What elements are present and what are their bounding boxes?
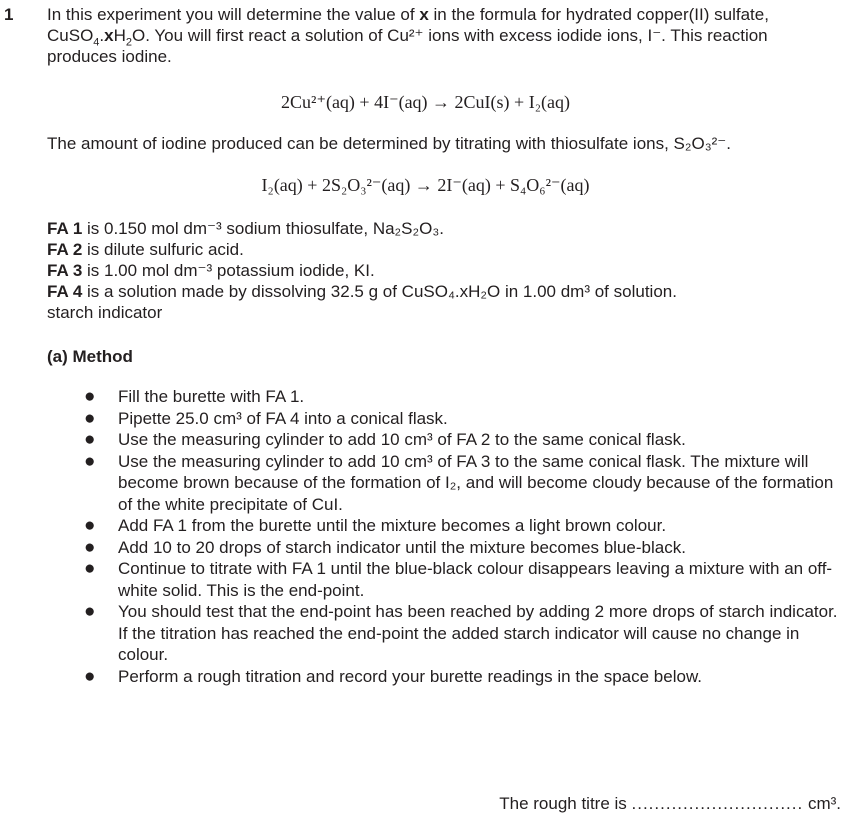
section-heading: (a) Method xyxy=(47,347,133,366)
intro-x: x xyxy=(419,5,429,24)
method-step: ● Use the measuring cylinder to add 10 cm³ of FA 2 to the same conical flask. xyxy=(84,429,686,450)
bullet-icon: ● xyxy=(84,536,96,558)
thiosulfate-paragraph: The amount of iodine produced can be determined by titrating with thiosulfate ions, S₂O₃²⁻. xyxy=(47,134,731,153)
bullet-icon: ● xyxy=(84,665,96,687)
method-step: ● Continue to titrate with FA 1 until the blue-black colour disappears leaving a mixture with an off-white solid. This is the end-point. xyxy=(84,558,833,600)
intro-text-2: in the formula for hydrated copper(II) sulfate, xyxy=(428,5,769,24)
bullet-icon: ● xyxy=(84,601,96,622)
bullet-icon: ● xyxy=(84,515,96,536)
rough-titre-answer-line xyxy=(499,793,841,814)
method-step: ● Add FA 1 from the burette until the mixture becomes a light brown colour. xyxy=(84,515,667,536)
bullet-icon: ● xyxy=(84,386,96,407)
method-step: ● You should test that the end-point has been reached by adding 2 more drops of starch indicator. If the titration has reached the end-point the added starch indicator will cause no change in colour. xyxy=(84,601,838,664)
method-step: ● Use the measuring cylinder to add 10 cm³ of FA 3 to the same conical flask. The mixture will become brown because of the formation of I₂, and will become cloudy because of the formation of the white precipitate of CuI. xyxy=(84,450,834,514)
bullet-icon: ● xyxy=(84,558,96,579)
method-step: ● Pipette 25.0 cm³ of FA 4 into a conical flask. xyxy=(84,407,448,429)
equation-1: 2Cu²⁺(aq) + 4I⁻(aq) → 2CuI(s) + I₂(aq) xyxy=(281,92,570,112)
reagent-fa2: FA 2 is dilute sulfuric acid. xyxy=(47,240,244,259)
reagent-fa4: FA 4 is a solution made by dissolving 32.5 g of CuSO₄.xH₂O in 1.00 dm³ of solution. xyxy=(47,282,677,301)
bullet-icon: ● xyxy=(84,407,96,429)
method-list xyxy=(84,386,844,687)
intro-text-1: In this experiment you will determine the value of xyxy=(47,5,420,24)
intro-formula: $CuSO_4.xH_2O$ xyxy=(47,26,146,49)
answer-unit: cm³. xyxy=(803,794,841,813)
equation-2: I₂(aq) + 2S₂O₃²⁻(aq) → 2I⁻(aq) + S₄O₆²⁻(aq) xyxy=(261,175,590,195)
reagent-starch: starch indicator xyxy=(47,303,163,322)
bullet-icon: ● xyxy=(84,429,96,450)
answer-blank[interactable]: .............................. xyxy=(631,794,804,813)
answer-label: The rough titre is xyxy=(499,794,632,813)
intro-paragraph xyxy=(47,4,842,67)
question-number: 1 xyxy=(4,5,14,24)
reagent-fa3: FA 3 is 1.00 mol dm⁻³ potassium iodide, KI. xyxy=(47,261,375,280)
reagent-list xyxy=(47,218,677,323)
method-step: ● Perform a rough titration and record your burette readings in the space below. xyxy=(84,665,703,687)
intro-text-3: . You will first react a solution of Cu²⁺ ions with excess iodide ions, I⁻. This reaction produces iodine. xyxy=(47,26,768,66)
reagent-fa1: FA 1 is 0.150 mol dm⁻³ sodium thiosulfate, Na₂S₂O₃. xyxy=(47,219,444,238)
bullet-icon: ● xyxy=(84,450,96,472)
method-step: ● Add 10 to 20 drops of starch indicator until the mixture becomes blue-black. xyxy=(84,536,686,558)
method-step: ● Fill the burette with FA 1. xyxy=(84,386,305,407)
